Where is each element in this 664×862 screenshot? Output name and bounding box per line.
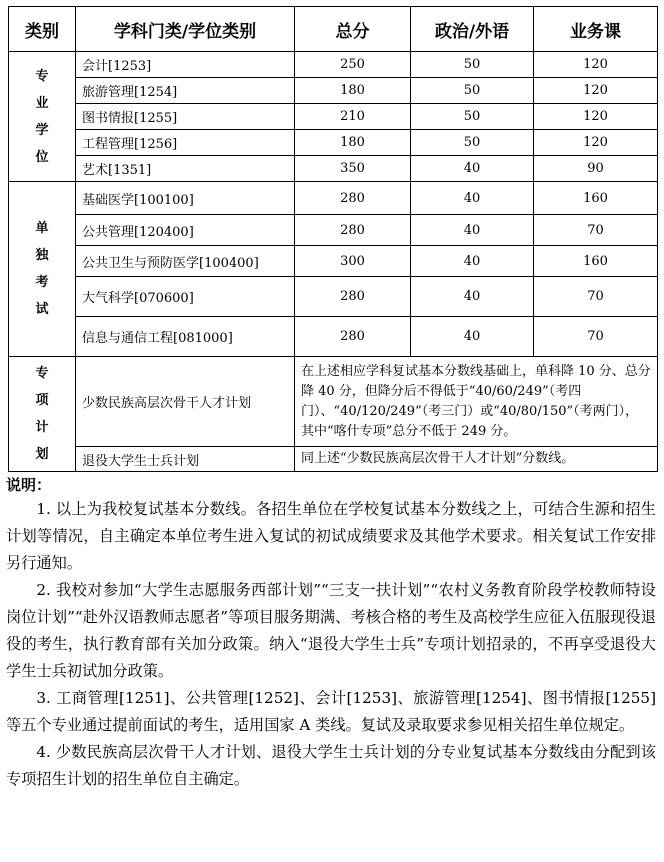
politics-cell: 40 xyxy=(411,246,534,277)
header-politics: 政治/外语 xyxy=(411,7,534,52)
header-business: 业务课 xyxy=(534,7,658,52)
politics-cell: 50 xyxy=(411,104,534,130)
table-row xyxy=(9,104,658,130)
score-table xyxy=(8,6,658,472)
total-cell: 180 xyxy=(295,130,411,156)
subject-cell: 会计[1253] xyxy=(76,52,295,78)
total-cell: 280 xyxy=(295,277,411,317)
table-row xyxy=(9,215,658,246)
subject-cell: 图书情报[1255] xyxy=(76,104,295,130)
politics-cell: 50 xyxy=(411,52,534,78)
category-special-plan: 专 项 计 划 xyxy=(9,357,76,472)
politics-cell: 40 xyxy=(411,317,534,357)
category-professional-degree: 专 业 学 位 xyxy=(9,52,76,182)
business-cell: 70 xyxy=(534,277,658,317)
politics-cell: 40 xyxy=(411,182,534,215)
subject-cell: 大气科学[070600] xyxy=(76,277,295,317)
table-row xyxy=(9,447,658,472)
note-paragraph: 4. 少数民族高层次骨干人才计划、退役大学生士兵计划的分专业复试基本分数线由分配到该专项招生计划的招生单位自主确定。 xyxy=(6,743,656,788)
politics-cell: 40 xyxy=(411,156,534,182)
politics-cell: 50 xyxy=(411,78,534,104)
policy-note-cell: 在上述相应学科复试基本分数线基础上，单科降 10 分、总分降 40 分，但降分后不得低于“40/60/249”（考四门）、“40/120/249”（考三门）或“40/80/150”（考两门），其中“喀什专项”总分不低于 249 分。 xyxy=(295,357,658,447)
business-cell: 90 xyxy=(534,156,658,182)
note-paragraph: 3. 工商管理[1251]、公共管理[1252]、会计[1253]、旅游管理[1254]、图书情报[1255]等五个专业通过提前面试的考生，适用国家 A 类线。复试及录取要求参见相关招生单位规定。 xyxy=(6,689,656,734)
category-independent-exam: 单 独 考 试 xyxy=(9,182,76,357)
total-cell: 180 xyxy=(295,78,411,104)
notes-section xyxy=(6,474,656,793)
policy-note-cell: 同上述“少数民族高层次骨干人才计划”分数线。 xyxy=(295,447,658,472)
business-cell: 120 xyxy=(534,130,658,156)
politics-cell: 40 xyxy=(411,215,534,246)
politics-cell: 40 xyxy=(411,277,534,317)
note-paragraph: 2. 我校对参加“大学生志愿服务西部计划”“三支一扶计划”“农村义务教育阶段学校教师特设岗位计划”“赴外汉语教师志愿者”等项目服务期满、考核合格的考生及高校学生应征入伍服现役退役的考生，执行教育部有关加分政策。纳入“退役大学生士兵”专项计划招录的，不再享受退役大学生士兵初试加分政策。 xyxy=(6,581,656,680)
table-row xyxy=(9,78,658,104)
subject-cell: 公共卫生与预防医学[100400] xyxy=(76,246,295,277)
total-cell: 250 xyxy=(295,52,411,78)
business-cell: 120 xyxy=(534,78,658,104)
header-subject: 学科门类/学位类别 xyxy=(76,7,295,52)
subject-cell: 信息与通信工程[081000] xyxy=(76,317,295,357)
table-row xyxy=(9,156,658,182)
subject-cell: 基础医学[100100] xyxy=(76,182,295,215)
subject-cell: 公共管理[120400] xyxy=(76,215,295,246)
business-cell: 120 xyxy=(534,52,658,78)
total-cell: 280 xyxy=(295,215,411,246)
business-cell: 70 xyxy=(534,215,658,246)
note-paragraph: 1. 以上为我校复试基本分数线。各招生单位在学校复试基本分数线之上，可结合生源和招生计划等情况，自主确定本单位考生进入复试的初试成绩要求及其他学术要求。相关复试工作安排另行通知。 xyxy=(6,500,656,572)
table-row xyxy=(9,52,658,78)
subject-cell: 工程管理[1256] xyxy=(76,130,295,156)
subject-cell: 艺术[1351] xyxy=(76,156,295,182)
total-cell: 300 xyxy=(295,246,411,277)
business-cell: 160 xyxy=(534,182,658,215)
business-cell: 70 xyxy=(534,317,658,357)
total-cell: 280 xyxy=(295,317,411,357)
politics-cell: 50 xyxy=(411,130,534,156)
subject-cell: 旅游管理[1254] xyxy=(76,78,295,104)
total-cell: 280 xyxy=(295,182,411,215)
business-cell: 120 xyxy=(534,104,658,130)
table-row xyxy=(9,182,658,215)
table-row xyxy=(9,317,658,357)
total-cell: 350 xyxy=(295,156,411,182)
table-header-row xyxy=(9,7,658,52)
business-cell: 160 xyxy=(534,246,658,277)
table-row xyxy=(9,130,658,156)
subject-cell: 少数民族高层次骨干人才计划 xyxy=(76,357,295,447)
subject-cell: 退役大学生士兵计划 xyxy=(76,447,295,472)
header-total: 总分 xyxy=(295,7,411,52)
table-row xyxy=(9,357,658,447)
header-category: 类别 xyxy=(9,7,76,52)
table-row xyxy=(9,246,658,277)
notes-title: 说明： xyxy=(6,476,52,494)
table-row xyxy=(9,277,658,317)
total-cell: 210 xyxy=(295,104,411,130)
